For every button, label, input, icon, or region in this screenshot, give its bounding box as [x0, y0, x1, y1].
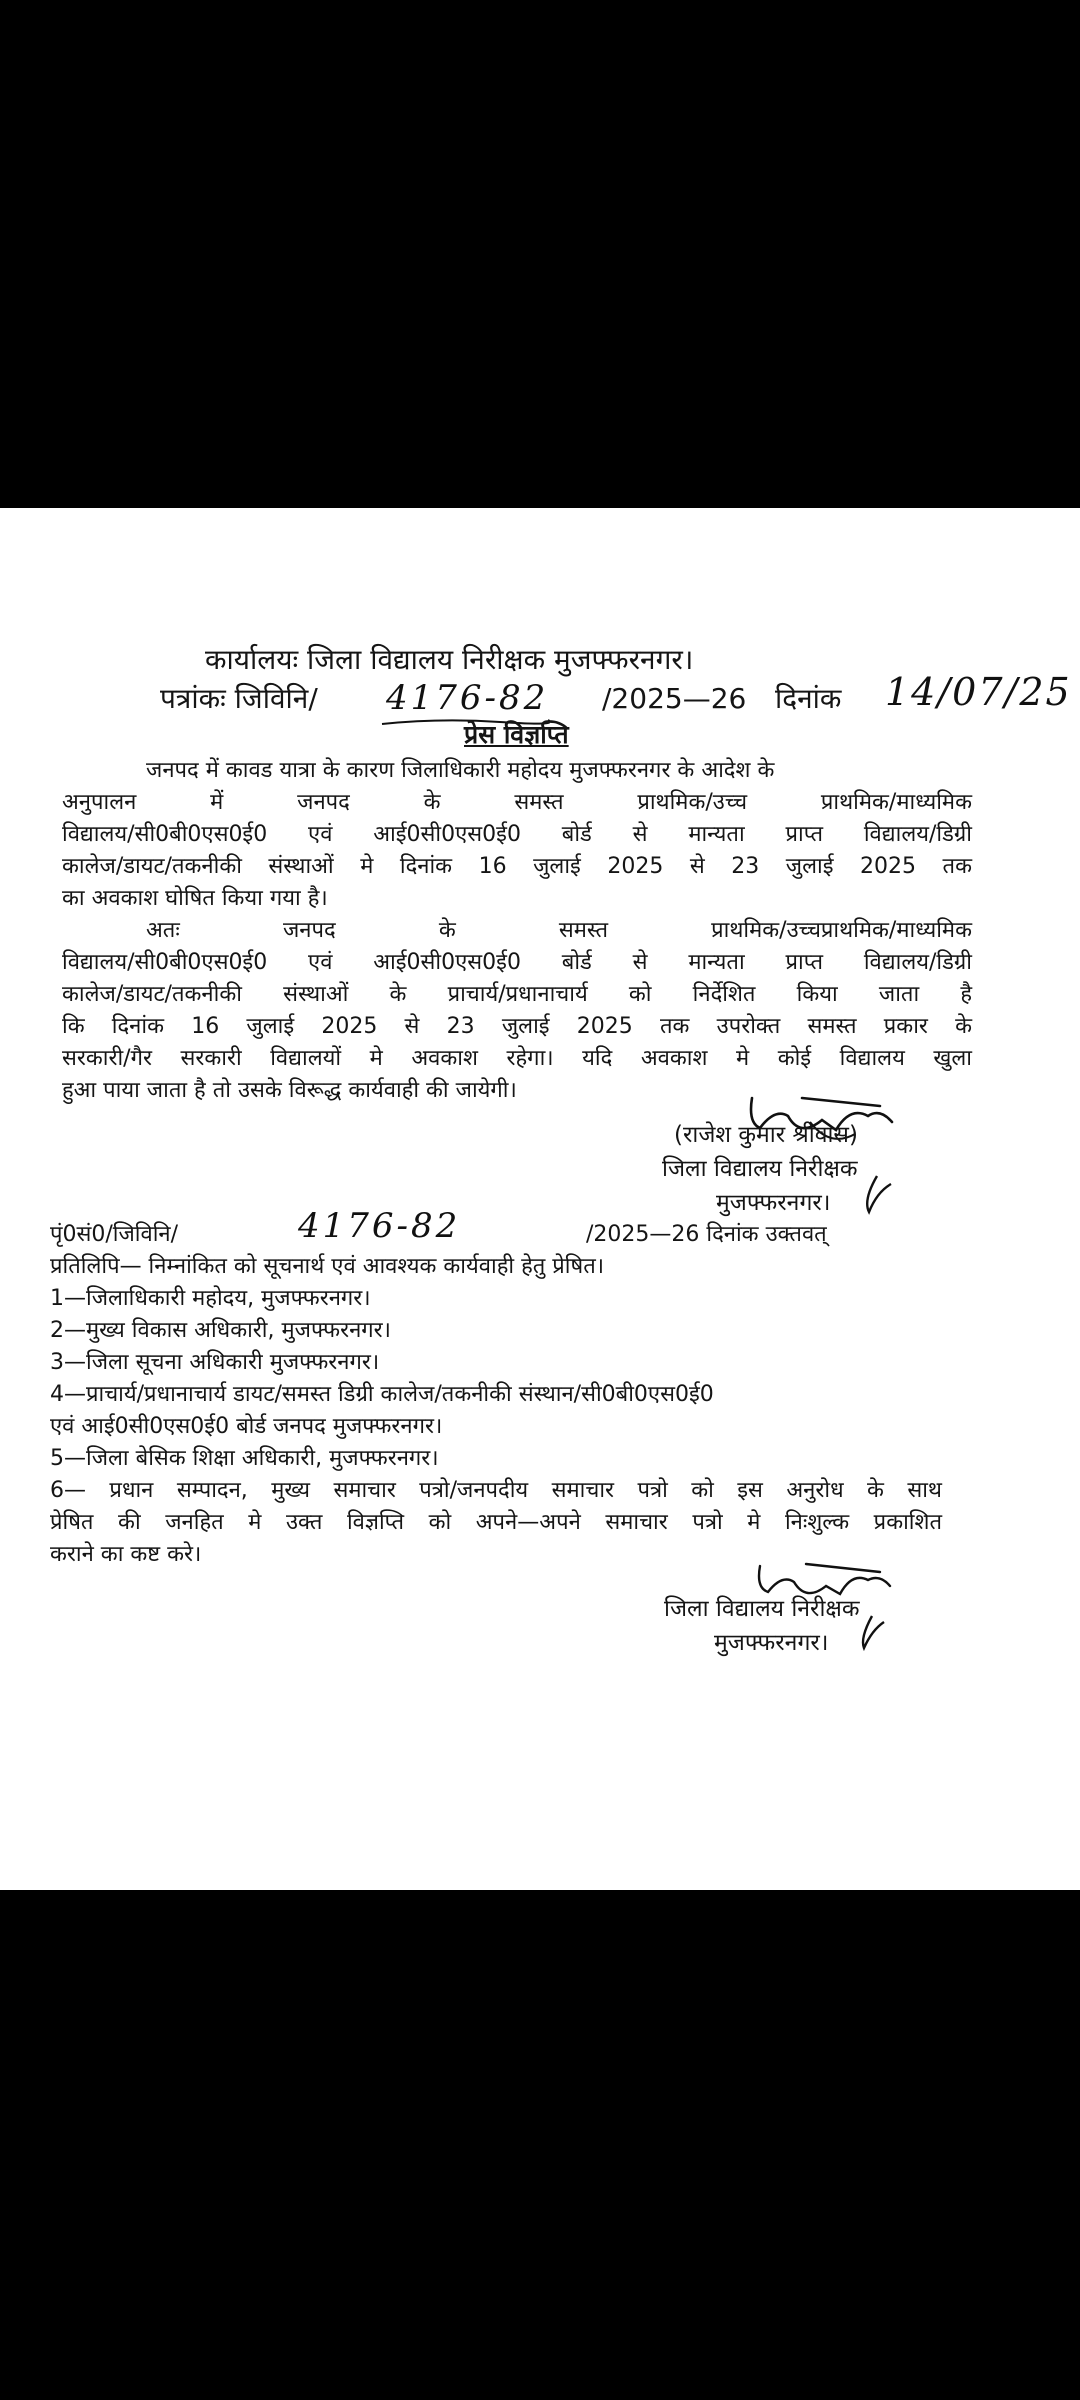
para1-line-2: अनुपालन में जनपद के समस्त प्राथमिक/उच्च प्राथमिक/माध्यमिक	[62, 790, 972, 815]
copy-ref-year-date: /2025—26 दिनांक उक्तवत्	[586, 1222, 827, 1247]
para2-line-6: हुआ पाया जाता है तो उसके विरूद्ध कार्यवाही की जायेगी।	[62, 1078, 517, 1103]
recipient-2: 2—मुख्य विकास अधिकारी, मुजफ्फरनगर।	[50, 1318, 392, 1343]
para1-line-1: जनपद में कावड यात्रा के कारण जिलाधिकारी महोदय मुजफ्फरनगर के आदेश के	[146, 758, 775, 783]
footer-designation: जिला विद्यालय निरीक्षक	[664, 1596, 860, 1622]
recipient-1: 1—जिलाधिकारी महोदय, मुजफ्फरनगर।	[50, 1286, 371, 1311]
ref-year: /2025—26	[602, 682, 747, 715]
ref-prefix: पत्रांकः जिविनि/	[160, 682, 318, 715]
copy-ref-prefix: पृं0सं0/जिविनि/	[50, 1222, 179, 1247]
signature-tick-2	[852, 1612, 888, 1652]
para2-line-1: अतः जनपद के समस्त प्राथमिक/उच्चप्राथमिक/माध्यमिक	[146, 918, 972, 943]
ref-number-handwritten: 4176-82	[386, 678, 549, 718]
recipient-6-cont: प्रेषित की जनहित मे उक्त विज्ञप्ति को अपने—अपने समाचार पत्रो मे निःशुल्क प्रकाशित	[50, 1510, 942, 1535]
recipient-6: 6— प्रधान सम्पादन, मुख्य समाचार पत्रो/जनपदीय समाचार पत्रो को इस अनुरोध के साथ	[50, 1478, 942, 1503]
footer-place: मुजफ्फरनगर।	[714, 1630, 829, 1656]
signatory-name: (राजेश कुमार श्रीवास)	[674, 1122, 858, 1148]
para2-line-5: सरकारी/गैर सरकारी विद्यालयों मे अवकाश रहेगा। यदि अवकाश मे कोई विद्यालय खुला	[62, 1046, 972, 1071]
para2-line-3: कालेज/डायट/तकनीकी संस्थाओं के प्राचार्य/प्रधानाचार्य को निर्देशित किया जाता है	[62, 982, 972, 1007]
ref-date-label: दिनांक	[775, 682, 842, 715]
para1-line-4: कालेज/डायट/तकनीकी संस्थाओं मे दिनांक 16 जुलाई 2025 से 23 जुलाई 2025 तक	[62, 854, 972, 879]
office-line: कार्यालयः जिला विद्यालय निरीक्षक मुजफ्फरनगर।	[205, 643, 694, 676]
signatory-place: मुजफ्फरनगर।	[716, 1190, 831, 1216]
bottom-black-bar	[0, 1890, 1080, 2400]
para1-line-3: विद्यालय/सी0बी0एस0ई0 एवं आई0सी0एस0ई0 बोर्ड से मान्यता प्राप्त विद्यालय/डिग्री	[62, 822, 972, 847]
para2-line-2: विद्यालय/सी0बी0एस0ई0 एवं आई0सी0एस0ई0 बोर्ड से मान्यता प्राप्त विद्यालय/डिग्री	[62, 950, 972, 975]
press-release-title: प्रेस विज्ञप्ति	[464, 720, 569, 749]
top-black-bar	[0, 0, 1080, 508]
recipient-3: 3—जिला सूचना अधिकारी मुजफ्फरनगर।	[50, 1350, 380, 1375]
ref-date-handwritten: 14/07/25	[885, 670, 1072, 714]
copy-ref-number-handwritten: 4176-82	[298, 1206, 461, 1246]
recipient-4: 4—प्राचार्य/प्रधानाचार्य डायट/समस्त डिग्री कालेज/तकनीकी संस्थान/सी0बी0एस0ई0	[50, 1382, 714, 1407]
signature-tick-1	[855, 1172, 895, 1216]
recipient-5: 5—जिला बेसिक शिक्षा अधिकारी, मुजफ्फरनगर।	[50, 1446, 439, 1471]
para1-line-5: का अवकाश घोषित किया गया है।	[62, 886, 328, 911]
copy-intro: प्रतिलिपि— निम्नांकित को सूचनार्थ एवं आवश्यक कार्यवाही हेतु प्रेषित।	[50, 1254, 605, 1279]
recipient-4-cont: एवं आई0सी0एस0ई0 बोर्ड जनपद मुजफ्फरनगर।	[50, 1414, 443, 1439]
signatory-designation: जिला विद्यालय निरीक्षक	[662, 1156, 858, 1182]
document-page	[0, 508, 1080, 1890]
recipient-6-end: कराने का कष्ट करे।	[50, 1542, 202, 1567]
para2-line-4: कि दिनांक 16 जुलाई 2025 से 23 जुलाई 2025 तक उपरोक्त समस्त प्रकार के	[62, 1014, 972, 1039]
